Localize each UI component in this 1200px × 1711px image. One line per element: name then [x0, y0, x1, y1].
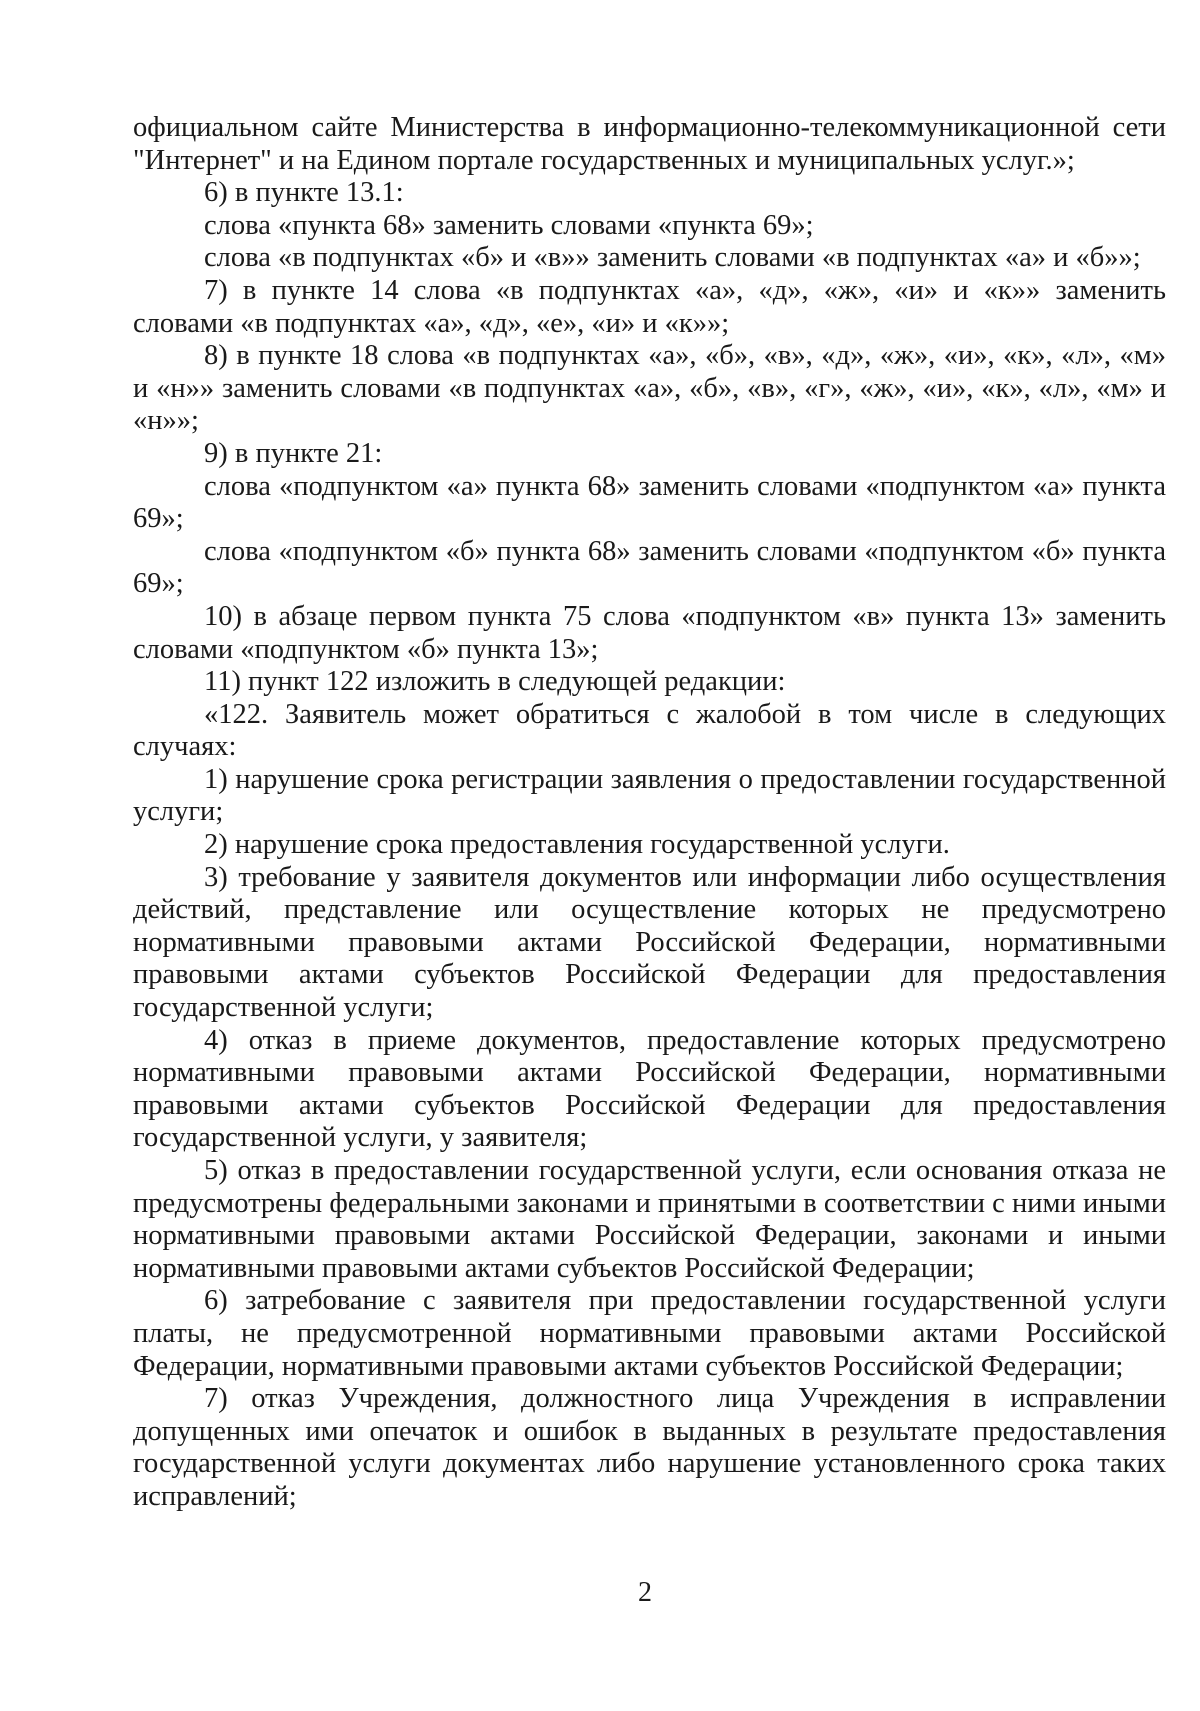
paragraph: 10) в абзаце первом пункта 75 слова «подпунктом «в» пункта 13» заменить словами «подпунктом «б» пункта 13»;	[133, 600, 1166, 665]
paragraph: 3) требование у заявителя документов или информации либо осуществления действий, представление или осуществление которых не предусмотрено нормативными правовыми актами Российской Федерации, нормативными правовыми актами субъектов Российской Федерации для предоставления государственной услуги;	[133, 861, 1166, 1024]
paragraph: слова «пункта 68» заменить словами «пункта 69»;	[204, 209, 814, 241]
page-number: 2	[638, 1577, 652, 1608]
paragraph: 6) затребование с заявителя при предоставлении государственной услуги платы, не предусмотренной нормативными правовыми актами Российской Федерации, нормативными правовыми актами субъектов Российской Федерации;	[133, 1285, 1166, 1382]
paragraph: 1) нарушение срока регистрации заявления о предоставлении государственной услуги;	[133, 763, 1166, 828]
paragraph: 7) в пункте 14 слова «в подпунктах «а», «д», «ж», «и» и «к»» заменить словами «в подпунктах «а», «д», «е», «и» и «к»»;	[133, 274, 1166, 339]
paragraph: слова «подпунктом «б» пункта 68» заменить словами «подпунктом «б» пункта 69»;	[133, 535, 1166, 600]
paragraph: 9) в пункте 21:	[204, 437, 383, 469]
paragraph: 11) пункт 122 изложить в следующей редакции:	[204, 666, 786, 698]
paragraph: 6) в пункте 13.1:	[204, 177, 404, 209]
paragraph: «122. Заявитель может обратиться с жалобой в том числе в следующих случаях:	[133, 698, 1166, 763]
paragraph: слова «в подпунктах «б» и «в»» заменить словами «в подпунктах «а» и «б»»;	[204, 242, 1141, 274]
paragraph: официальном сайте Министерства в информационно-телекоммуникационной сети "Интернет" и на Едином портале государственных и муниципальных услуг.»;	[133, 112, 1166, 176]
paragraph: 7) отказ Учреждения, должностного лица Учреждения в исправлении допущенных ими опечаток и ошибок в выданных в результате предоставления государственной услуги документах либо нарушение установленного срока таких исправлений;	[133, 1383, 1166, 1512]
paragraph: 8) в пункте 18 слова «в подпунктах «а», «б», «в», «д», «ж», «и», «к», «л», «м» и «н»» заменить словами «в подпунктах «а», «б», «в», «г», «ж», «и», «к», «л», «м» и «н»»;	[133, 340, 1166, 437]
document-body	[133, 112, 1166, 1514]
paragraph: 2) нарушение срока предоставления государственной услуги.	[204, 829, 950, 861]
paragraph: 4) отказ в приеме документов, предоставление которых предусмотрено нормативными правовыми актами Российской Федерации, нормативными правовыми актами субъектов Российской Федерации для предоставления государственной услуги, у заявителя;	[133, 1024, 1166, 1154]
paragraph: 5) отказ в предоставлении государственной услуги, если основания отказа не предусмотрены федеральными законами и принятыми в соответствии с ними иными нормативными правовыми актами Российской Федерации, законами и иными нормативными правовыми актами субъектов Российской Федерации;	[133, 1155, 1166, 1284]
paragraph: слова «подпунктом «а» пункта 68» заменить словами «подпунктом «а» пункта 69»;	[133, 470, 1166, 535]
